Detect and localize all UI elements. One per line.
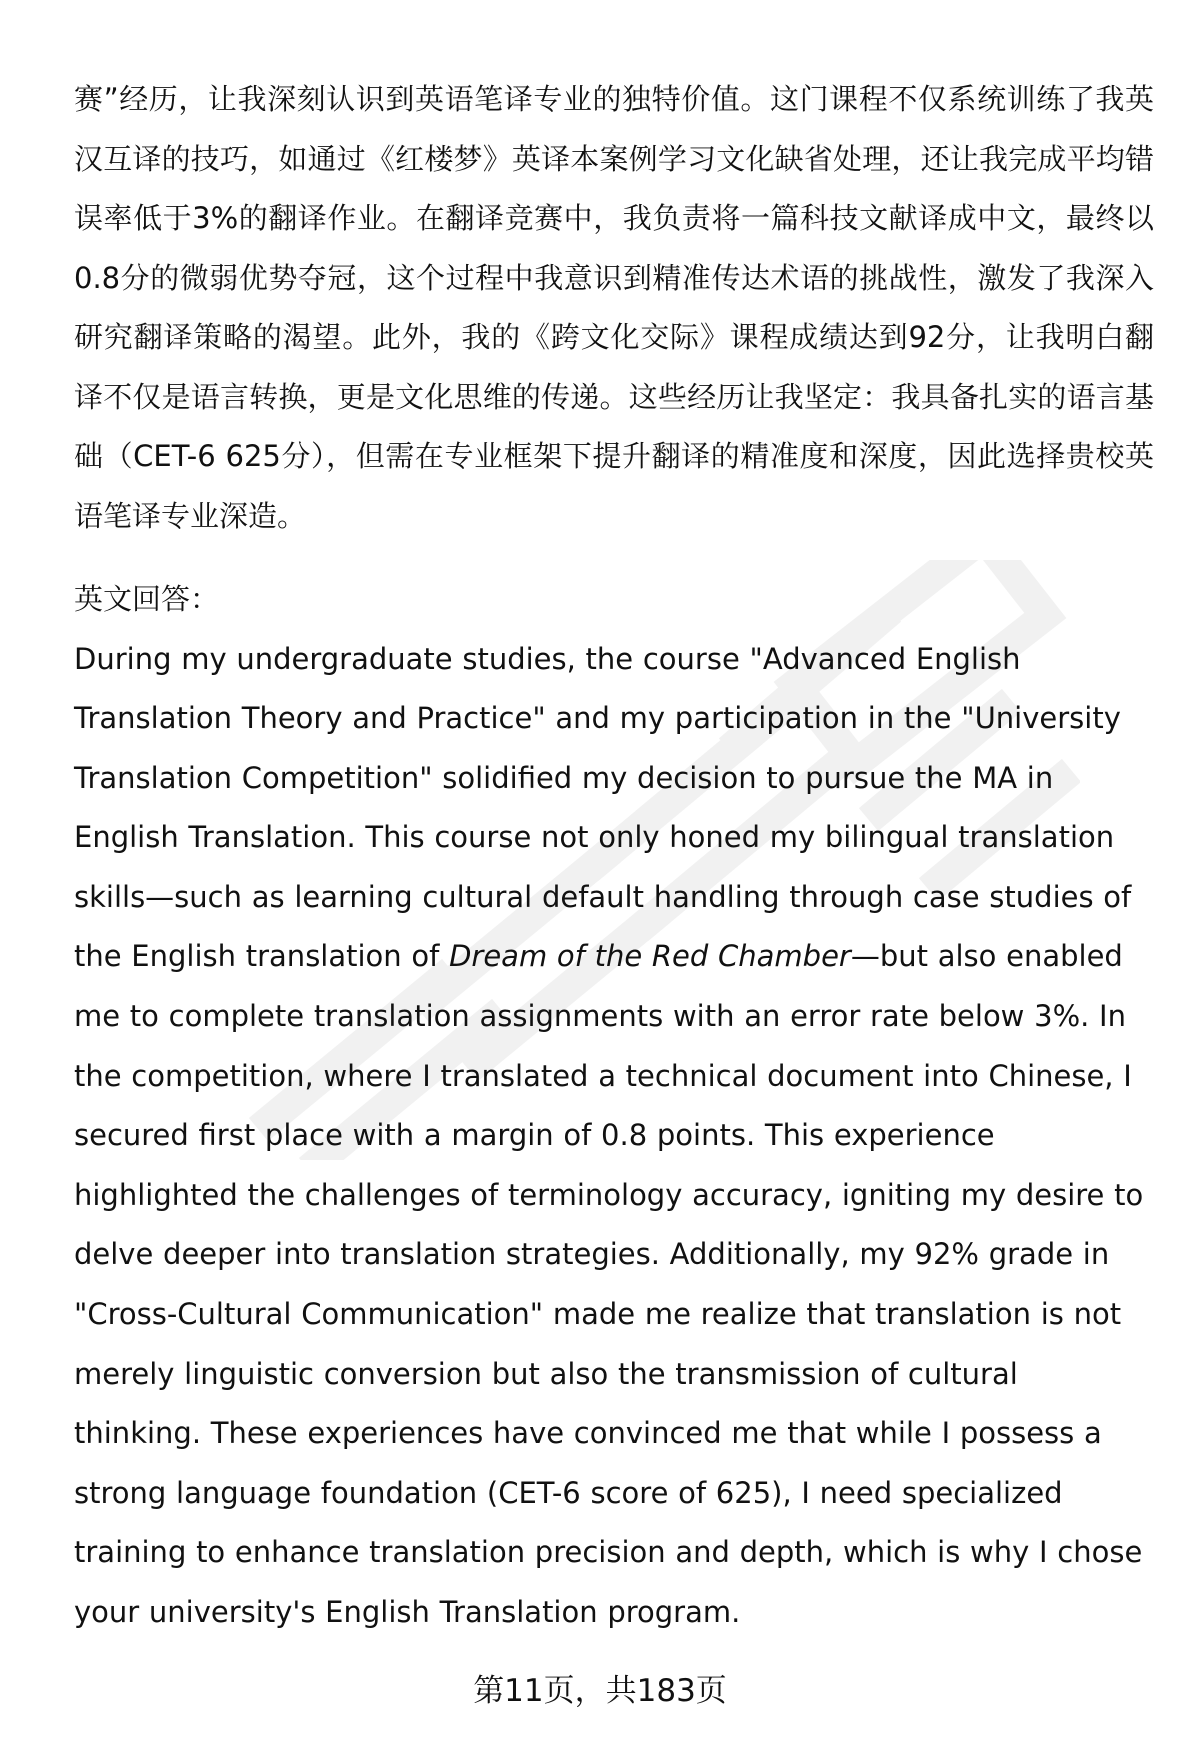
chinese-answer-paragraph: 赛”经历，让我深刻认识到英语笔译专业的独特价值。这门课程不仅系统训练了我英汉互译的技巧，如通过《红楼梦》英译本案例学习文化缺省处理，还让我完成平均错误率低于3%的翻译作业。在翻译竞赛中，我负责将一篇科技文献译成中文，最终以0.8分的微弱优势夺冠，这个过程中我意识到精准传达术语的挑战性，激发了我深入研究翻译策略的渴望。此外，我的《跨文化交际》课程成绩达到92分，让我明白翻译不仅是语言转换，更是文化思维的传递。这些经历让我坚定：我具备扎实的语言基础（CET-6 625分），但需在专业框架下提升翻译的精准度和深度，因此选择贵校英语笔译专业深造。 <box>74 82 1154 533</box>
page-number-footer: 第11页，共183页 <box>473 1673 727 1709</box>
english-answer-label: 英文回答： <box>74 582 220 616</box>
book-title: Dream of the Red Chamber <box>449 939 851 974</box>
english-text-part-1: During my undergraduate studies, the course "Advanced English Translation Theory and Practice" and my participation in the "University Translation Competition" solidified my decision to pursue the MA in English Translation. This course not only honed my bilingual translation skills—such as learning cultural default handling through case studies of the English translation of <box>74 641 1132 974</box>
page-content <box>74 70 1154 1643</box>
english-text-part-2: —but also enabled me to complete translation assignments with an error rate below 3%. In the competition, where I translated a technical document into Chinese, I secured first place with a margin of 0.8 points. This experience highlighted the challenges of terminology accuracy, igniting my desire to delve deeper into translation strategies. Additionally, my 92% grade in "Cross-Cultural Communication" made me realize that translation is not merely linguistic conversion but also the transmission of cultural thinking. These experiences have convinced me that while I possess a strong language foundation (CET-6 score of 625), I need specialized training to enhance translation precision and depth, which is why I chose your university's English Translation program. <box>74 939 1144 1629</box>
english-answer-paragraph <box>74 630 1154 1643</box>
